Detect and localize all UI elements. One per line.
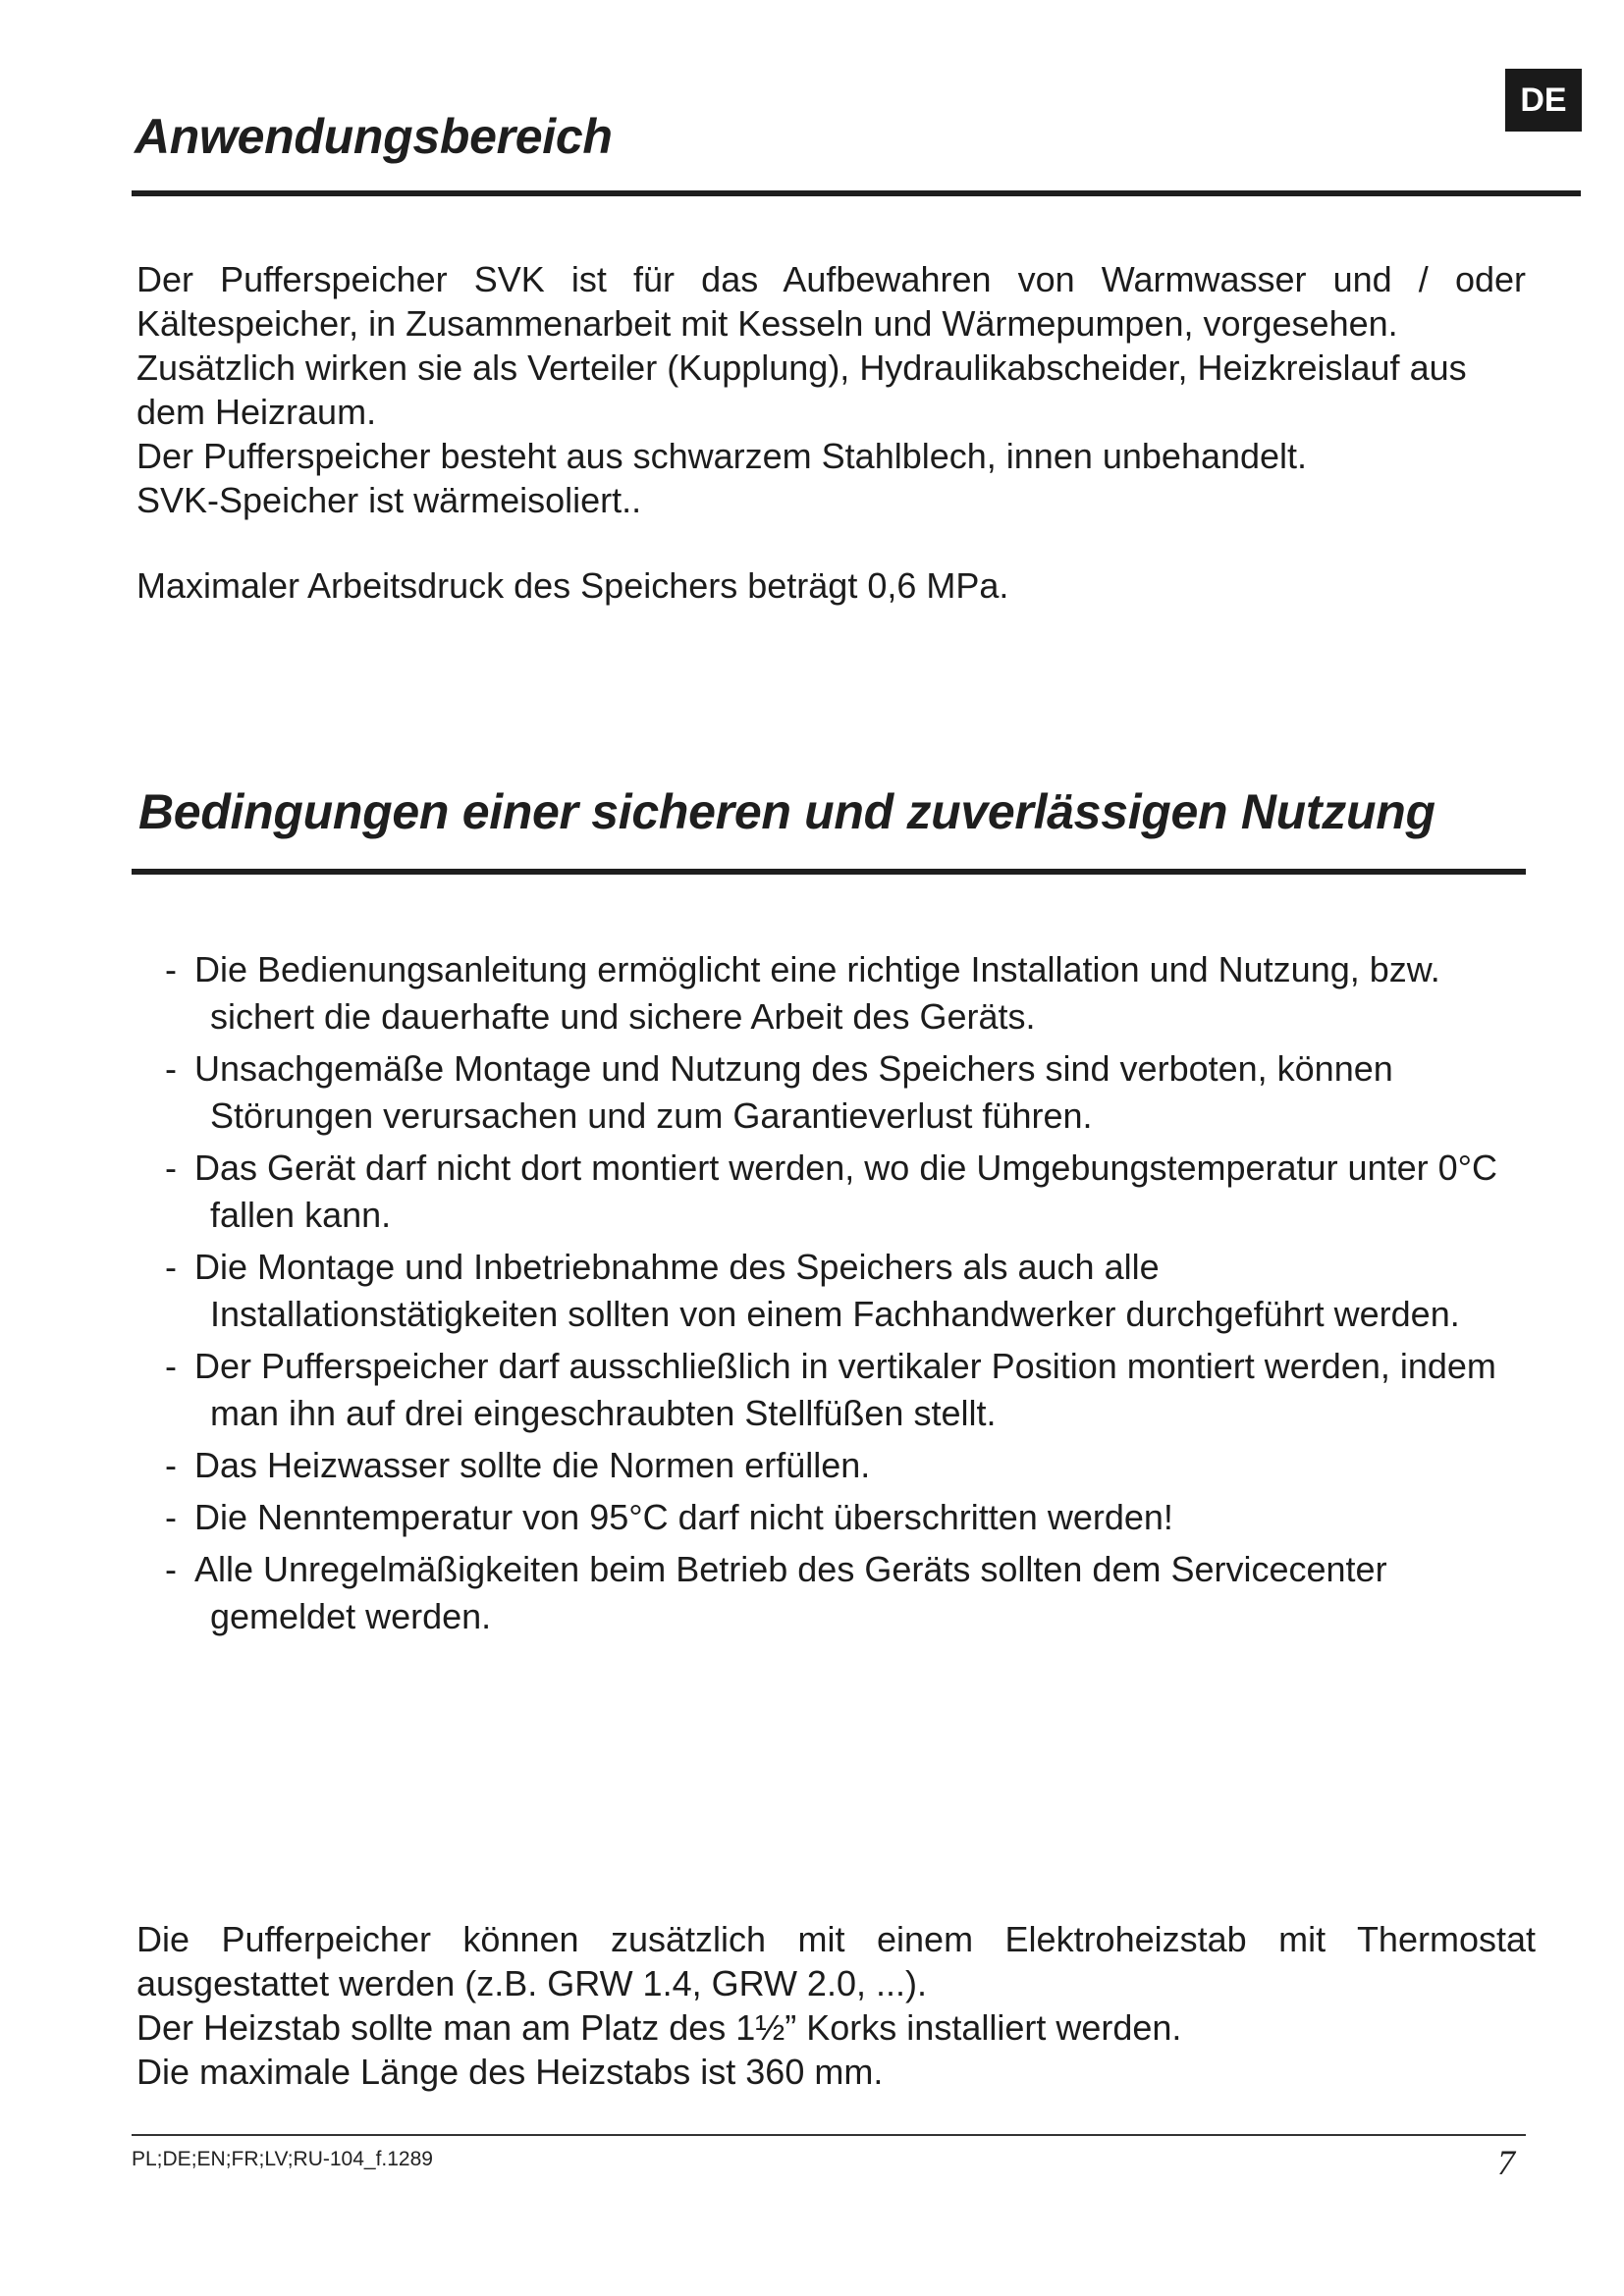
- list-item: [136, 1045, 1511, 1140]
- list-item: [136, 1494, 1511, 1541]
- list-item-text: Unsachgemäße Montage und Nutzung des Speichers sind verboten, können Störungen verursachen und zum Garantieverlust führen.: [194, 1048, 1393, 1136]
- bullet-dash: -: [165, 1148, 177, 1188]
- paragraph-line: Zusätzlich wirken sie als Verteiler (Kupplung), Hydraulikabscheider, Heizkreislauf aus: [136, 347, 1467, 388]
- list-item-text: Das Gerät darf nicht dort montiert werden, wo die Umgebungstemperatur unter 0°C fallen kann.: [194, 1148, 1498, 1235]
- title-rule: [132, 190, 1581, 196]
- list-item-text: Die Montage und Inbetriebnahme des Speichers als auch alle Installationstätigkeiten sollten von einem Fachhandwerker durchgeführt werden.: [194, 1247, 1460, 1334]
- list-item: [136, 1343, 1511, 1437]
- list-item-text: Das Heizwasser sollte die Normen erfüllen.: [194, 1445, 871, 1485]
- bullet-dash: -: [165, 1247, 177, 1287]
- paragraph-line: SVK-Speicher ist wärmeisoliert..: [136, 480, 642, 520]
- list-item: [136, 1244, 1511, 1338]
- pressure-note: Maximaler Arbeitsdruck des Speichers beträgt 0,6 MPa.: [136, 565, 1009, 606]
- list-item: [136, 1546, 1511, 1640]
- list-item-text: Alle Unregelmäßigkeiten beim Betrieb des Geräts sollten dem Servicecenter gemeldet werden.: [194, 1549, 1387, 1636]
- document-code: PL;DE;EN;FR;LV;RU-104_f.1289: [132, 2148, 433, 2170]
- paragraph-line: dem Heizraum.: [136, 392, 377, 432]
- bullet-dash: -: [165, 1346, 177, 1386]
- list-item-text: Der Pufferspeicher darf ausschließlich in vertikaler Position montiert werden, indem man ihn auf drei eingeschraubten Stellfüßen stellt.: [194, 1346, 1496, 1433]
- paragraph-line: Der Pufferspeicher besteht aus schwarzem Stahlblech, innen unbehandelt.: [136, 436, 1308, 476]
- paragraph-line: Kältespeicher, in Zusammenarbeit mit Kesseln und Wärmepumpen, vorgesehen.: [136, 303, 1398, 344]
- safety-conditions-list: [136, 946, 1511, 1645]
- list-item: [136, 946, 1511, 1041]
- paragraph-line: ausgestattet werden (z.B. GRW 1.4, GRW 2.0, ...).: [136, 1963, 927, 2003]
- title-rule: [132, 869, 1526, 875]
- list-item-text: Die Nenntemperatur von 95°C darf nicht überschritten werden!: [194, 1497, 1173, 1537]
- bullet-dash: -: [165, 1048, 177, 1089]
- application-paragraph: [136, 257, 1526, 522]
- paragraph-line: Der Heizstab sollte man am Platz des 1½” Korks installiert werden.: [136, 2007, 1182, 2048]
- paragraph-line: Die maximale Länge des Heizstabs ist 360 mm.: [136, 2052, 884, 2092]
- section-title-application: Anwendungsbereich: [135, 109, 613, 164]
- heater-note: [136, 1917, 1536, 2094]
- paragraph-line: Die Pufferpeicher können zusätzlich mit einem Elektroheizstab mit Thermostat: [136, 1919, 1536, 1959]
- bullet-dash: -: [165, 1549, 177, 1589]
- footer-rule: [132, 2134, 1526, 2136]
- language-badge: DE: [1505, 69, 1582, 132]
- section-title-safety: Bedingungen einer sicheren und zuverlässigen Nutzung: [138, 784, 1435, 839]
- list-item: [136, 1442, 1511, 1489]
- page-number: 7: [1497, 2143, 1515, 2182]
- bullet-dash: -: [165, 1445, 177, 1485]
- bullet-dash: -: [165, 1497, 177, 1537]
- paragraph-line: Der Pufferspeicher SVK ist für das Aufbewahren von Warmwasser und / oder: [136, 259, 1526, 299]
- bullet-dash: -: [165, 949, 177, 989]
- list-item: [136, 1145, 1511, 1239]
- list-item-text: Die Bedienungsanleitung ermöglicht eine richtige Installation und Nutzung, bzw. sichert die dauerhafte und sichere Arbeit des Geräts.: [194, 949, 1440, 1037]
